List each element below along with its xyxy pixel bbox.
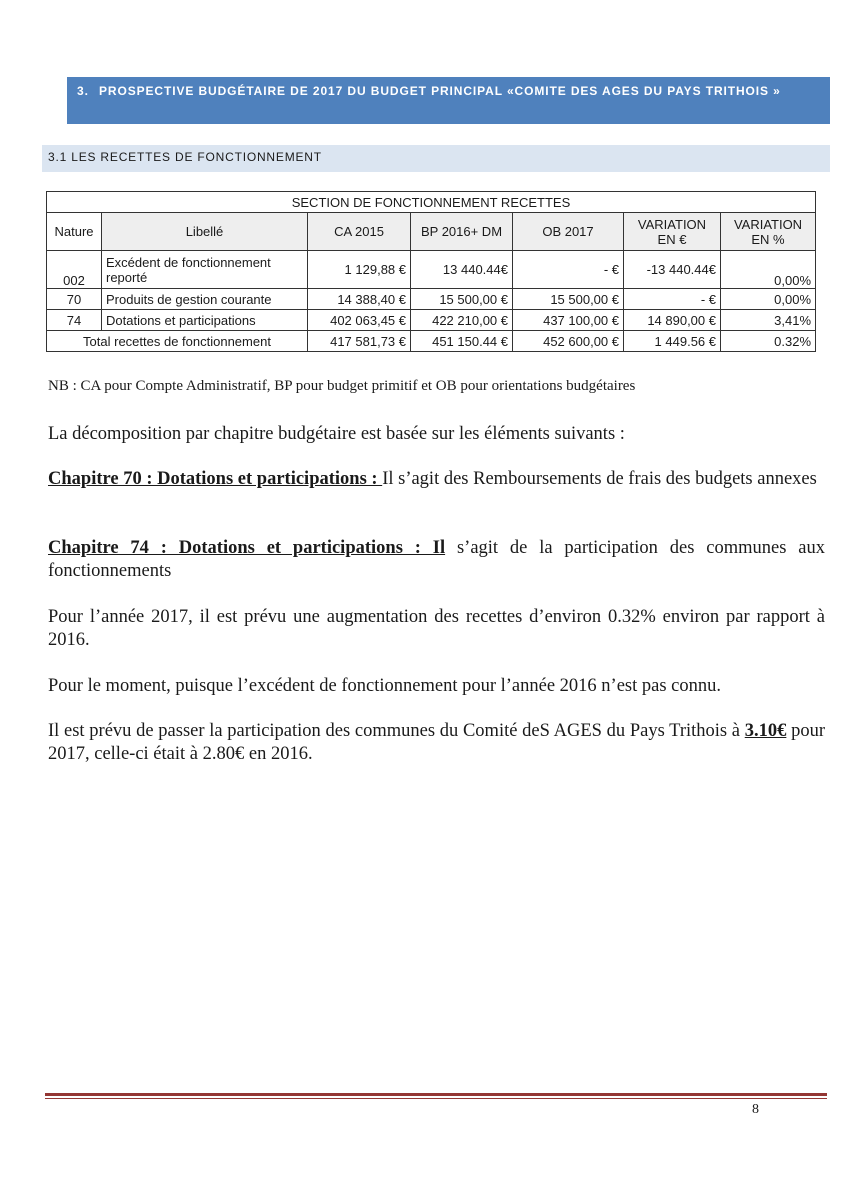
table-row — [47, 310, 816, 331]
chapter-74-text: s’agit de la participation des communes aux fonctionnements — [48, 538, 825, 581]
table-title: SECTION DE FONCTIONNEMENT RECETTES — [47, 192, 816, 213]
section-number: 3. — [77, 84, 89, 98]
participation-text-end: pour 2017, celle-ci était à 2.80€ en 2016. — [48, 721, 825, 764]
cell-libelle: Excédent de fonctionnement reporté — [102, 251, 308, 289]
projection-paragraph: Pour l’année 2017, il est prévu une augmentation des recettes d’environ 0.32% environ par rapport à 2016. — [48, 607, 825, 650]
cell-variation-pct: 3,41% — [721, 310, 816, 331]
participation-text: Il est prévu de passer la participation des communes du Comité deS AGES du Pays Trithois à — [48, 721, 745, 741]
header-libelle: Libellé — [102, 213, 308, 251]
cell-ca2015: 1 129,88 € — [308, 251, 411, 289]
total-label: Total recettes de fonctionnement — [47, 331, 308, 352]
cell-bp2016: 15 500,00 € — [411, 289, 513, 310]
footer-rule-thin — [45, 1098, 827, 1099]
total-ob2017: 452 600,00 € — [513, 331, 624, 352]
chapter-70-text: Il s’agit des Remboursements de frais des budgets annexes — [382, 469, 817, 489]
cell-variation-pct: 0,00% — [721, 289, 816, 310]
cell-nature: 74 — [47, 310, 102, 331]
cell-libelle: Produits de gestion courante — [102, 289, 308, 310]
footer-rule — [45, 1093, 827, 1096]
table-header-row — [47, 213, 816, 251]
cell-ca2015: 14 388,40 € — [308, 289, 411, 310]
chapter-74-label: Chapitre 74 : Dotations et participations : Il — [48, 538, 446, 558]
table-row — [47, 289, 816, 310]
cell-variation-eur: 14 890,00 € — [624, 310, 721, 331]
recettes-table — [46, 191, 816, 352]
cell-variation-eur: - € — [624, 289, 721, 310]
intro-paragraph: La décomposition par chapitre budgétaire est basée sur les éléments suivants : — [48, 424, 625, 444]
header-ob2017: OB 2017 — [513, 213, 624, 251]
table-row — [47, 251, 816, 289]
chapter-70-label: Chapitre 70 : Dotations et participations : — [48, 469, 383, 489]
section-header — [67, 77, 830, 124]
cell-ob2017: 437 100,00 € — [513, 310, 624, 331]
cell-nature: 70 — [47, 289, 102, 310]
header-ca2015: CA 2015 — [308, 213, 411, 251]
header-nature: Nature — [47, 213, 102, 251]
total-variation-pct: 0.32% — [721, 331, 816, 352]
cell-ob2017: 15 500,00 € — [513, 289, 624, 310]
chapter-70-paragraph — [48, 468, 825, 491]
total-ca2015: 417 581,73 € — [308, 331, 411, 352]
header-bp2016: BP 2016+ DM — [411, 213, 513, 251]
cell-libelle: Dotations et participations — [102, 310, 308, 331]
cell-bp2016: 13 440.44€ — [411, 251, 513, 289]
cell-variation-pct: 0,00% — [721, 251, 816, 289]
total-bp2016: 451 150.44 € — [411, 331, 513, 352]
total-variation-eur: 1 449.56 € — [624, 331, 721, 352]
excedent-paragraph: Pour le moment, puisque l’excédent de fonctionnement pour l’année 2016 n’est pas connu. — [48, 676, 722, 696]
cell-ob2017: - € — [513, 251, 624, 289]
header-variation-pct: VARIATION EN % — [721, 213, 816, 251]
cell-ca2015: 402 063,45 € — [308, 310, 411, 331]
page-number: 8 — [752, 1102, 759, 1117]
chapter-74-paragraph — [48, 537, 825, 583]
header-variation-eur: VARIATION EN € — [624, 213, 721, 251]
subsection-title: 3.1 LES RECETTES DE FONCTIONNEMENT — [48, 150, 322, 164]
section-title: PROSPECTIVE BUDGÉTAIRE DE 2017 DU BUDGET PRINCIPAL «COMITE DES AGES DU PAYS TRITHOIS » — [99, 84, 781, 98]
subsection-header — [42, 145, 830, 172]
cell-variation-eur: -13 440.44€ — [624, 251, 721, 289]
table-note: NB : CA pour Compte Administratif, BP pour budget primitif et OB pour orientations budgétaires — [48, 378, 636, 394]
participation-value: 3.10€ — [744, 721, 787, 741]
cell-nature: 002 — [47, 251, 102, 289]
table-total-row — [47, 331, 816, 352]
cell-bp2016: 422 210,00 € — [411, 310, 513, 331]
participation-paragraph — [48, 720, 825, 766]
table-title-row — [47, 192, 816, 213]
